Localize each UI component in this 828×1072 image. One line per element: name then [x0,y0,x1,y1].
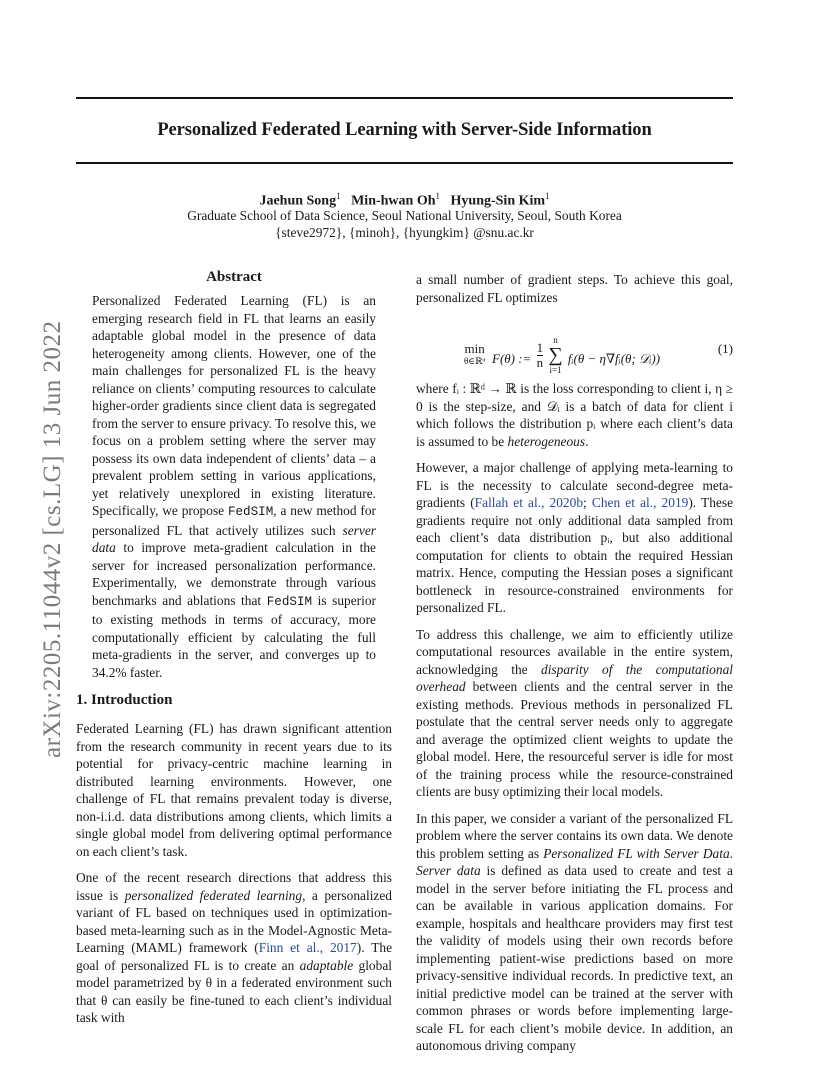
equation-1 [416,328,733,374]
section-heading-introduction: 1. Introduction [76,692,173,708]
title-rule-top [76,97,733,99]
paragraph: However, a major challenge of applying meta-learning to FL is the necessity to calculate second-degree meta-gradients (Fallah et al., 2020b; Chen et al., 2019). These gradients require not only additional data sampled from each client’s data distribution pᵢ, but also additional computation for clients to obtain the required Hessian matrix. Hence, computing the Hessian poses a significant bottleneck in resource-constrained environments for personalized FL. [416,460,734,615]
equation-min: min θ∈ℝᵈ [464,341,486,366]
paragraph: a small number of gradient steps. To achieve this goal, personalized FL optimizes [416,272,733,305]
author-name: Min-hwan Oh [351,193,436,209]
introduction-body [76,720,392,1027]
citation-link[interactable]: Chen et al., 2019 [591,495,689,510]
title-rule-bottom [76,162,733,164]
citation-link[interactable]: Fallah et al., 2020b [474,495,584,510]
citation-link[interactable]: Finn et al., 2017 [258,940,357,955]
equation-body: F(θ) := $\frac{1}{n}$ n ∑ i=1 fᵢ(θ − η∇fᵢ(θ; 𝒟ᵢ)) [492,335,661,375]
right-column-body [416,380,733,1055]
equation-number: (1) [717,341,733,356]
arxiv-side-stamp: arXiv:2205.11044v2 [cs.LG] 13 Jun 2022 [39,320,66,758]
abstract-text: Personalized Federated Learning (FL) is an emerging research field in FL that learns an easily adaptable global model in the presence of data heterogeneity among clients. However, one of the main challenges for personalized FL is the heavy reliance on clients’ computing resources to calculate higher-order gradients since client data is segregated from the server to ensure privacy. To resolve this, we focus on a problem setting where the server may possess its own data independent of clients’ data – a prevalent problem setting in various applications, yet relatively unexplored in existing literature. Specifically, we propose FedSIM, a new method for personalized FL that actively utilizes such server data to improve meta-gradient calculation in the server for increased personalization performance. Experimentally, we demonstrate through various benchmarks and ablations that FedSIM is superior to existing methods in terms of accuracy, more computationally efficient by calculating the full meta-gradients in the server, and converges up to 34.2% faster. [92,293,376,680]
affiliation: Graduate School of Data Science, Seoul National University, Seoul, South Korea [187,208,622,223]
paragraph: In this paper, we consider a variant of the personalized FL problem where the server contains its own data. We denote this problem setting as Personalized FL with Server Data. Server data is defined as data used to create and test a model in the server before initiating the FL process and can be available in various application domains. For example, hospitals and healthcare providers may first test the validity of models using their own records before implementing patient-wise predictions based on more privacy-sensitive individual records. In predictive text, an initial predictive model can be trained at the server with common phrases or words before implementing large-scale FL for each client’s mobile device. In addition, an autonomous driving company [416,810,733,1053]
author-name: Hyung-Sin Kim [450,193,546,209]
author-affil-mark: 1 [336,191,341,201]
author-affil-mark: 1 [545,191,550,201]
paragraph: One of the recent research directions that address this issue is personalized federated learning, a personalized variant of FL based on techniques used in optimization-based meta-learning such as in the Model-Agnostic Meta-Learning (MAML) framework (Finn et al., 2017). The goal of personalized FL is to create an adaptable global model parametrized by θ in a federated environment such that θ can easily be fine-tuned to each client’s individual task with [76,870,393,1025]
right-column-intro [416,271,733,306]
paper-title: Personalized Federated Learning with Server-Side Information [157,120,652,140]
paragraph: where fᵢ : ℝᵈ → ℝ is the loss corresponding to client i, η ≥ 0 is the step-size, and 𝒟ᵢ is a batch of data for client i which follows the distribution pᵢ where each client’s data is assumed to be heterogeneous. [416,381,733,449]
author-emails: {steve2972}, {minoh}, {hyungkim} @snu.ac.kr [275,225,534,240]
abstract-heading: Abstract [206,269,262,285]
author-list [76,191,733,210]
author-affil-mark: 1 [435,191,441,201]
author-name: Jaehun Song [259,193,337,209]
paragraph: To address this challenge, we aim to efficiently utilize computational resources available in the entire system, acknowledging the disparity of the computational overhead between clients and the central server in the existing methods. Previous methods in personalized FL postulate that the central server needs only to aggregate and average the optimized client weights to update the global model. Here, the resourceful server is idle for most of the training process while the resource-constrained clients are busy optimizing their local models. [416,626,733,799]
paragraph: Federated Learning (FL) has drawn significant attention from the research community in recent years due to its potential for privacy-centric machine learning in distributed learning environments. However, one challenge of FL that remains prevalent today is diverse, non-i.i.d. data distributions among clients, which limits a single global model from delivering optimal performance on each client’s task. [76,721,392,859]
